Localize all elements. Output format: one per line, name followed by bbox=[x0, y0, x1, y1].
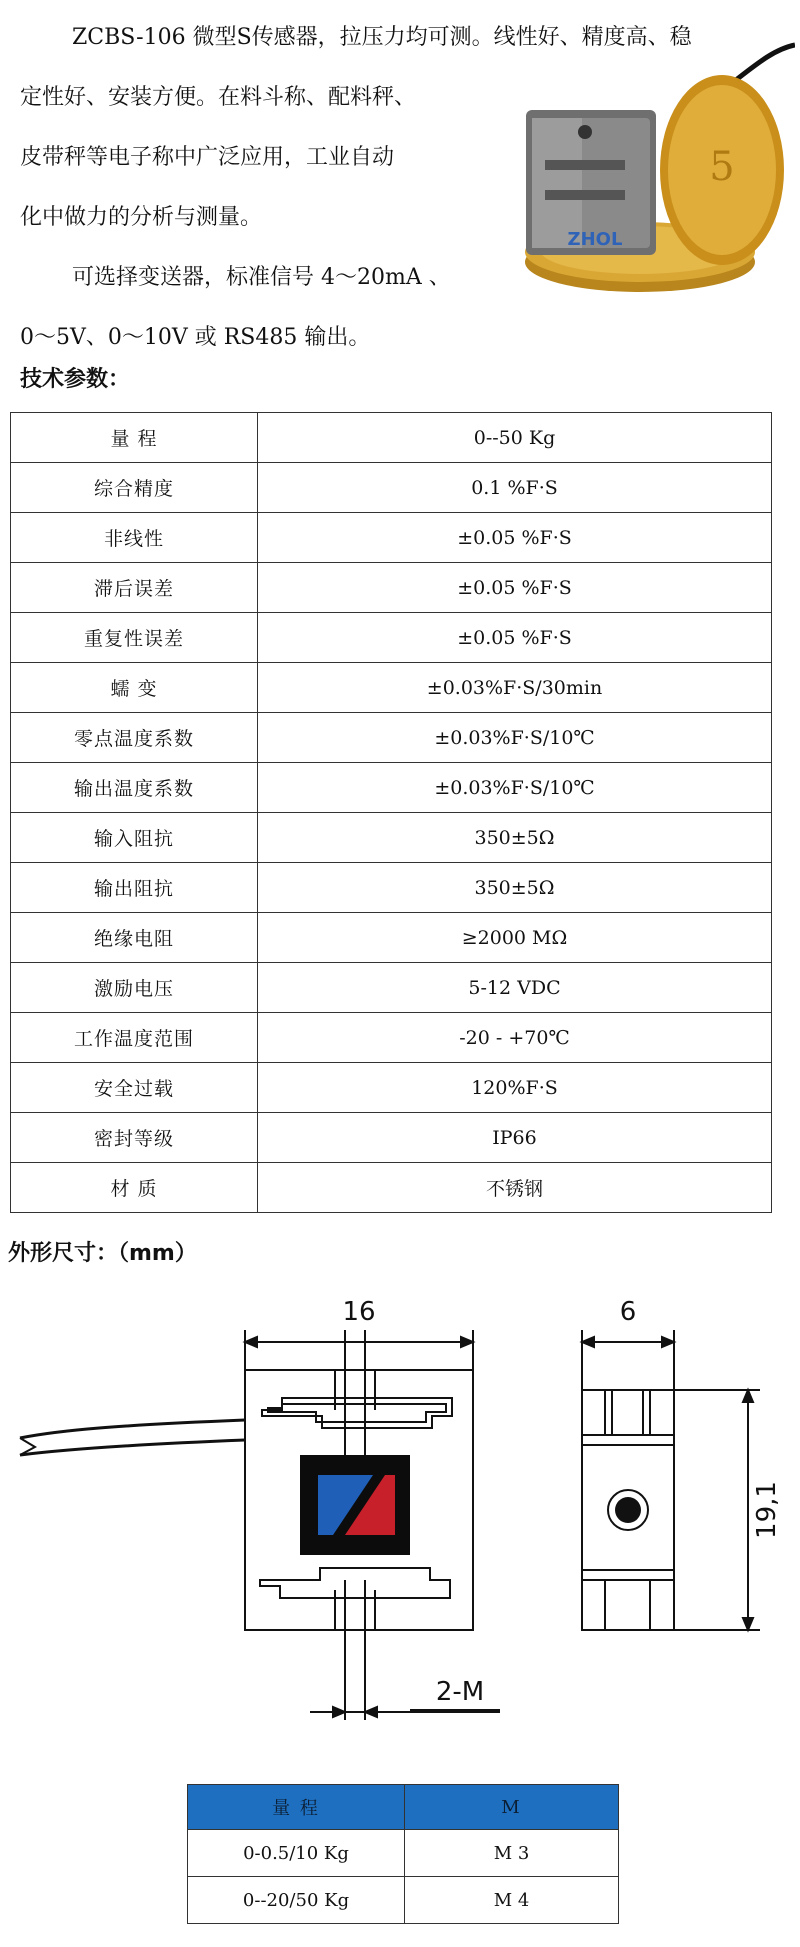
spec-param-cell: 蠕 变 bbox=[11, 663, 258, 713]
table-row bbox=[11, 713, 772, 763]
width-dimension-label: 16 bbox=[342, 1297, 376, 1327]
spec-value-cell: ±0.03%F·S/30min bbox=[258, 663, 772, 713]
spec-value-cell: 不锈钢 bbox=[258, 1163, 772, 1213]
intro-line-6: 0～5V、0～10V 或 RS485 输出。 bbox=[20, 325, 371, 350]
spec-param-cell: 非线性 bbox=[11, 513, 258, 563]
table-row bbox=[11, 813, 772, 863]
spec-param-cell: 滞后误差 bbox=[11, 563, 258, 613]
thread-size-cell: M 4 bbox=[405, 1877, 619, 1924]
spec-param-cell: 材 质 bbox=[11, 1163, 258, 1213]
spec-value-cell: 0.1 %F·S bbox=[258, 463, 772, 513]
height-dimension-label: 19,1 bbox=[752, 1481, 782, 1539]
spec-param-cell: 零点温度系数 bbox=[11, 713, 258, 763]
spec-value-cell: ±0.03%F·S/10℃ bbox=[258, 713, 772, 763]
spec-table bbox=[10, 412, 772, 1213]
intro-line-1: ZCBS-106 微型S传感器，拉压力均可测。线性好、精度高、稳 bbox=[72, 25, 692, 50]
spec-param-cell: 输出阻抗 bbox=[11, 863, 258, 913]
spec-param-cell: 输入阻抗 bbox=[11, 813, 258, 863]
product-photo bbox=[510, 40, 795, 310]
spec-value-cell: 5-12 VDC bbox=[258, 963, 772, 1013]
table-row bbox=[11, 963, 772, 1013]
spec-param-cell: 安全过载 bbox=[11, 1063, 258, 1113]
table-row bbox=[11, 463, 772, 513]
table-row bbox=[11, 1013, 772, 1063]
thread-range-cell: 0--20/50 Kg bbox=[188, 1877, 405, 1924]
spec-param-cell: 综合精度 bbox=[11, 463, 258, 513]
thread-table bbox=[187, 1784, 619, 1924]
spec-value-cell: 350±5Ω bbox=[258, 813, 772, 863]
table-row bbox=[11, 613, 772, 663]
spec-title: 技术参数： bbox=[20, 367, 131, 392]
spec-value-cell: ≥2000 MΩ bbox=[258, 913, 772, 963]
dimensions-title: 外形尺寸：（mm） bbox=[8, 1241, 197, 1266]
spec-value-cell: 350±5Ω bbox=[258, 863, 772, 913]
spec-param-cell: 输出温度系数 bbox=[11, 763, 258, 813]
table-row bbox=[11, 563, 772, 613]
thread-header-range: 量 程 bbox=[188, 1785, 405, 1830]
spec-value-cell: ±0.03%F·S/10℃ bbox=[258, 763, 772, 813]
intro-line-2: 定性好、安装方便。在料斗称、配料秤、 bbox=[20, 85, 417, 110]
spec-param-cell: 量 程 bbox=[11, 413, 258, 463]
dimension-drawing bbox=[0, 1280, 800, 1780]
intro-line-3: 皮带秤等电子称中广泛应用，工业自动 bbox=[20, 145, 395, 170]
table-row bbox=[11, 663, 772, 713]
thread-header-m: M bbox=[405, 1785, 619, 1830]
spec-value-cell: ±0.05 %F·S bbox=[258, 613, 772, 663]
table-row bbox=[188, 1830, 619, 1877]
table-row bbox=[11, 763, 772, 813]
table-row bbox=[11, 513, 772, 563]
spec-param-cell: 重复性误差 bbox=[11, 613, 258, 663]
spec-value-cell: IP66 bbox=[258, 1113, 772, 1163]
depth-dimension-label: 6 bbox=[619, 1297, 637, 1327]
spec-param-cell: 密封等级 bbox=[11, 1113, 258, 1163]
thread-table-header bbox=[188, 1785, 619, 1830]
intro-line-4: 化中做力的分析与测量。 bbox=[20, 205, 263, 230]
spec-value-cell: -20 - +70℃ bbox=[258, 1013, 772, 1063]
thread-dimension-label: 2-M bbox=[435, 1677, 485, 1707]
table-row bbox=[11, 1163, 772, 1213]
svg-text:5: 5 bbox=[709, 144, 735, 190]
table-row bbox=[11, 413, 772, 463]
spec-param-cell: 工作温度范围 bbox=[11, 1013, 258, 1063]
spec-value-cell: 120%F·S bbox=[258, 1063, 772, 1113]
table-row bbox=[11, 913, 772, 963]
thread-range-cell: 0-0.5/10 Kg bbox=[188, 1830, 405, 1877]
intro-line-5: 可选择变送器，标准信号 4～20mA 、 bbox=[72, 265, 451, 290]
table-row bbox=[11, 863, 772, 913]
spec-value-cell: 0--50 Kg bbox=[258, 413, 772, 463]
spec-value-cell: ±0.05 %F·S bbox=[258, 563, 772, 613]
table-row bbox=[11, 1063, 772, 1113]
table-row bbox=[11, 1113, 772, 1163]
photo-logo-text: ZHOL bbox=[567, 229, 623, 250]
spec-param-cell: 激励电压 bbox=[11, 963, 258, 1013]
thread-size-cell: M 3 bbox=[405, 1830, 619, 1877]
spec-param-cell: 绝缘电阻 bbox=[11, 913, 258, 963]
table-row bbox=[188, 1877, 619, 1924]
spec-value-cell: ±0.05 %F·S bbox=[258, 513, 772, 563]
